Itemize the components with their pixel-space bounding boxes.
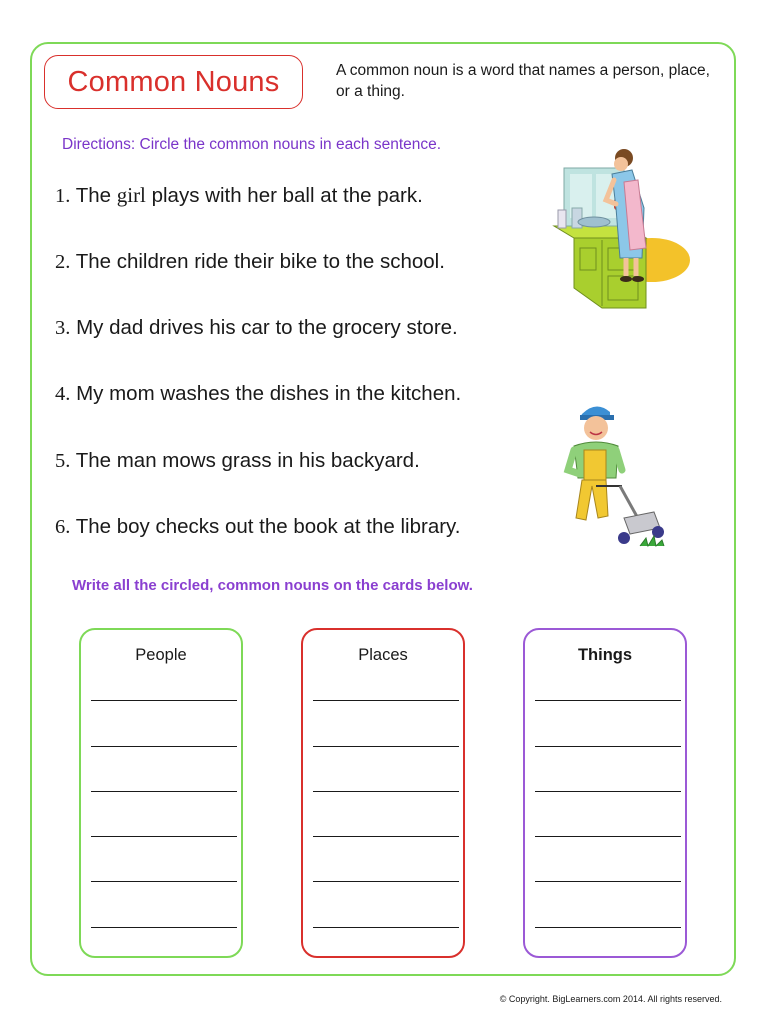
write-line[interactable] <box>91 881 237 882</box>
page-title: Common Nouns <box>67 65 280 98</box>
card-title: People <box>135 646 187 664</box>
sentence-text: My mom washes the dishes in the kitchen. <box>70 382 462 405</box>
write-line[interactable] <box>535 836 681 837</box>
sentence-noun-girl: girl <box>116 183 146 207</box>
sentence-3 <box>55 316 458 340</box>
card-title: Places <box>358 646 408 664</box>
write-line[interactable] <box>91 791 237 792</box>
card-places <box>301 628 465 958</box>
copyright-text: © Copyright. BigLearners.com 2014. All rights reserved. <box>499 994 722 1004</box>
sentence-number: 1. <box>55 185 71 207</box>
write-line[interactable] <box>91 927 237 928</box>
title-box <box>44 55 303 109</box>
write-line[interactable] <box>535 881 681 882</box>
definition-text: A common noun is a word that names a person, place, or a thing. <box>336 62 710 100</box>
man-mowing-lawn-image <box>560 400 672 550</box>
sentence-number: 5. <box>55 450 71 472</box>
write-line[interactable] <box>313 700 459 701</box>
write-line[interactable] <box>313 746 459 747</box>
write-line[interactable] <box>313 927 459 928</box>
write-line[interactable] <box>535 746 681 747</box>
write-line[interactable] <box>535 791 681 792</box>
write-line[interactable] <box>91 700 237 701</box>
sentence-number: 4. <box>55 383 71 405</box>
write-line[interactable] <box>535 927 681 928</box>
write-line[interactable] <box>313 881 459 882</box>
sentence-1 <box>55 183 423 208</box>
sentence-text: The boy checks out the book at the library. <box>70 515 461 538</box>
sentence-text: The children ride their bike to the school. <box>70 250 445 273</box>
sentence-5 <box>55 449 420 473</box>
sentence-text-end: plays with her ball at the park. <box>145 184 423 207</box>
sentence-6 <box>55 515 460 539</box>
write-line[interactable] <box>535 700 681 701</box>
write-line[interactable] <box>313 791 459 792</box>
sentence-text: My dad drives his car to the grocery store. <box>70 316 458 339</box>
sentence-4 <box>55 382 461 406</box>
sentence-number: 2. <box>55 251 71 273</box>
card-people <box>79 628 243 958</box>
write-line[interactable] <box>91 836 237 837</box>
write-line[interactable] <box>91 746 237 747</box>
card-things <box>523 628 687 958</box>
instruction-text: Write all the circled, common nouns on the cards below. <box>72 577 473 594</box>
sentence-text-start: The <box>70 184 117 207</box>
sentence-number: 6. <box>55 516 71 538</box>
woman-washing-dishes-image <box>550 148 695 310</box>
sentence-text: The man mows grass in his backyard. <box>70 449 420 472</box>
card-title: Things <box>577 646 633 664</box>
directions-text: Directions: Circle the common nouns in each sentence. <box>62 136 442 153</box>
sentence-number: 3. <box>55 317 71 339</box>
sentence-2 <box>55 250 445 274</box>
write-line[interactable] <box>313 836 459 837</box>
